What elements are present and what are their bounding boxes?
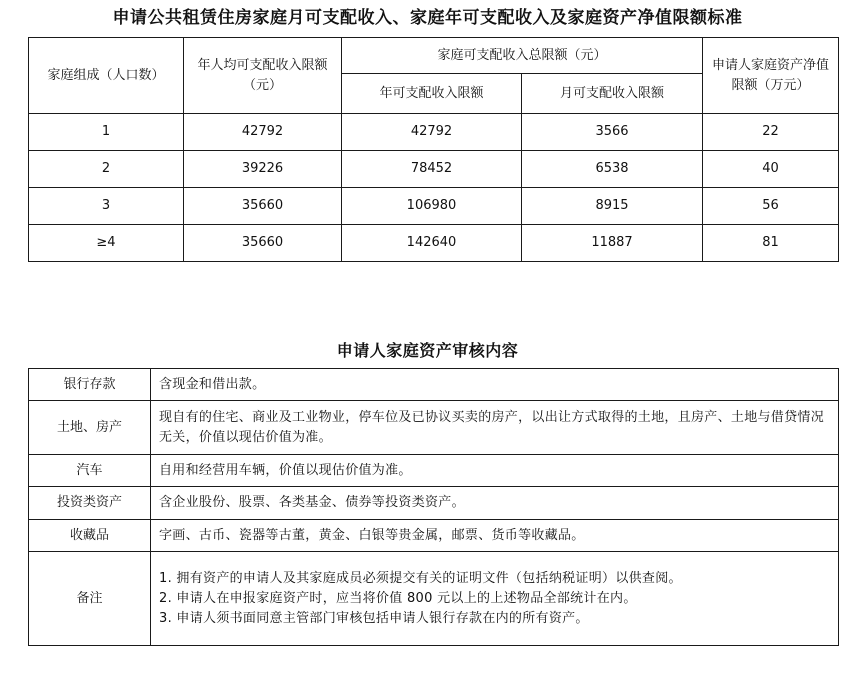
table-row: [29, 225, 839, 262]
table-row: [29, 552, 839, 646]
cell-monthly: 6538: [522, 151, 703, 188]
row-label-bank-deposit: 银行存款: [29, 369, 151, 401]
row-content-investment: 含企业股份、股票、各类基金、债券等投资类资产。: [151, 487, 839, 520]
table-row: [29, 487, 839, 520]
cell-family-size: 2: [29, 151, 184, 188]
cell-per-capita: 39226: [184, 151, 342, 188]
note-line: 3. 申请人须书面同意主管部门审核包括申请人银行存款在内的所有资产。: [159, 610, 589, 626]
header-asset-limit: 申请人家庭资产净值限额（万元）: [703, 38, 839, 114]
cell-family-size: ≥4: [29, 225, 184, 262]
row-label-land-property: 土地、房产: [29, 401, 151, 455]
cell-asset: 22: [703, 114, 839, 151]
cell-monthly: 3566: [522, 114, 703, 151]
cell-monthly: 11887: [522, 225, 703, 262]
table-row: [29, 188, 839, 225]
table-row: [29, 401, 839, 455]
row-label-notes: 备注: [29, 552, 151, 646]
row-content-land-property: 现自有的住宅、商业及工业物业，停车位及已协议买卖的房产，以出让方式取得的土地，且房产、土地与借贷情况无关，价值以现估价值为准。: [151, 401, 839, 455]
cell-monthly: 8915: [522, 188, 703, 225]
cell-per-capita: 35660: [184, 225, 342, 262]
cell-per-capita: 35660: [184, 188, 342, 225]
row-label-collectibles: 收藏品: [29, 520, 151, 552]
cell-annual: 42792: [342, 114, 522, 151]
cell-family-size: 1: [29, 114, 184, 151]
table-row: [29, 520, 839, 552]
table-row: [29, 151, 839, 188]
note-line: 1. 拥有资产的申请人及其家庭成员必须提交有关的证明文件（包括纳税证明）以供查阅。: [159, 570, 682, 586]
cell-annual: 78452: [342, 151, 522, 188]
row-label-investment: 投资类资产: [29, 487, 151, 520]
cell-asset: 81: [703, 225, 839, 262]
header-per-capita-limit: 年人均可支配收入限额（元）: [184, 38, 342, 114]
asset-review-table: [28, 368, 839, 646]
asset-review-title: 申请人家庭资产审核内容: [336, 341, 519, 360]
cell-asset: 56: [703, 188, 839, 225]
income-standard-title: 申请公共租赁住房家庭月可支配收入、家庭年可支配收入及家庭资产净值限额标准: [112, 8, 743, 28]
cell-family-size: 3: [29, 188, 184, 225]
table-row: [29, 455, 839, 487]
note-line: 2. 申请人在申报家庭资产时，应当将价值 800 元以上的上述物品全部统计在内。: [159, 590, 637, 606]
header-family-size: 家庭组成（人口数）: [29, 38, 184, 114]
cell-asset: 40: [703, 151, 839, 188]
income-limit-table: [28, 37, 839, 262]
row-content-notes: [151, 552, 839, 646]
row-content-collectibles: 字画、古币、瓷器等古董，黄金、白银等贵金属，邮票、货币等收藏品。: [151, 520, 839, 552]
cell-annual: 142640: [342, 225, 522, 262]
cell-annual: 106980: [342, 188, 522, 225]
table-row: [29, 369, 839, 401]
table-row: [29, 114, 839, 151]
row-label-vehicle: 汽车: [29, 455, 151, 487]
header-monthly-limit: 月可支配收入限额: [522, 74, 703, 114]
row-content-vehicle: 自用和经营用车辆，价值以现估价值为准。: [151, 455, 839, 487]
header-annual-limit: 年可支配收入限额: [342, 74, 522, 114]
header-total-income-group: 家庭可支配收入总限额（元）: [342, 38, 703, 74]
cell-per-capita: 42792: [184, 114, 342, 151]
row-content-bank-deposit: 含现金和借出款。: [151, 369, 839, 401]
